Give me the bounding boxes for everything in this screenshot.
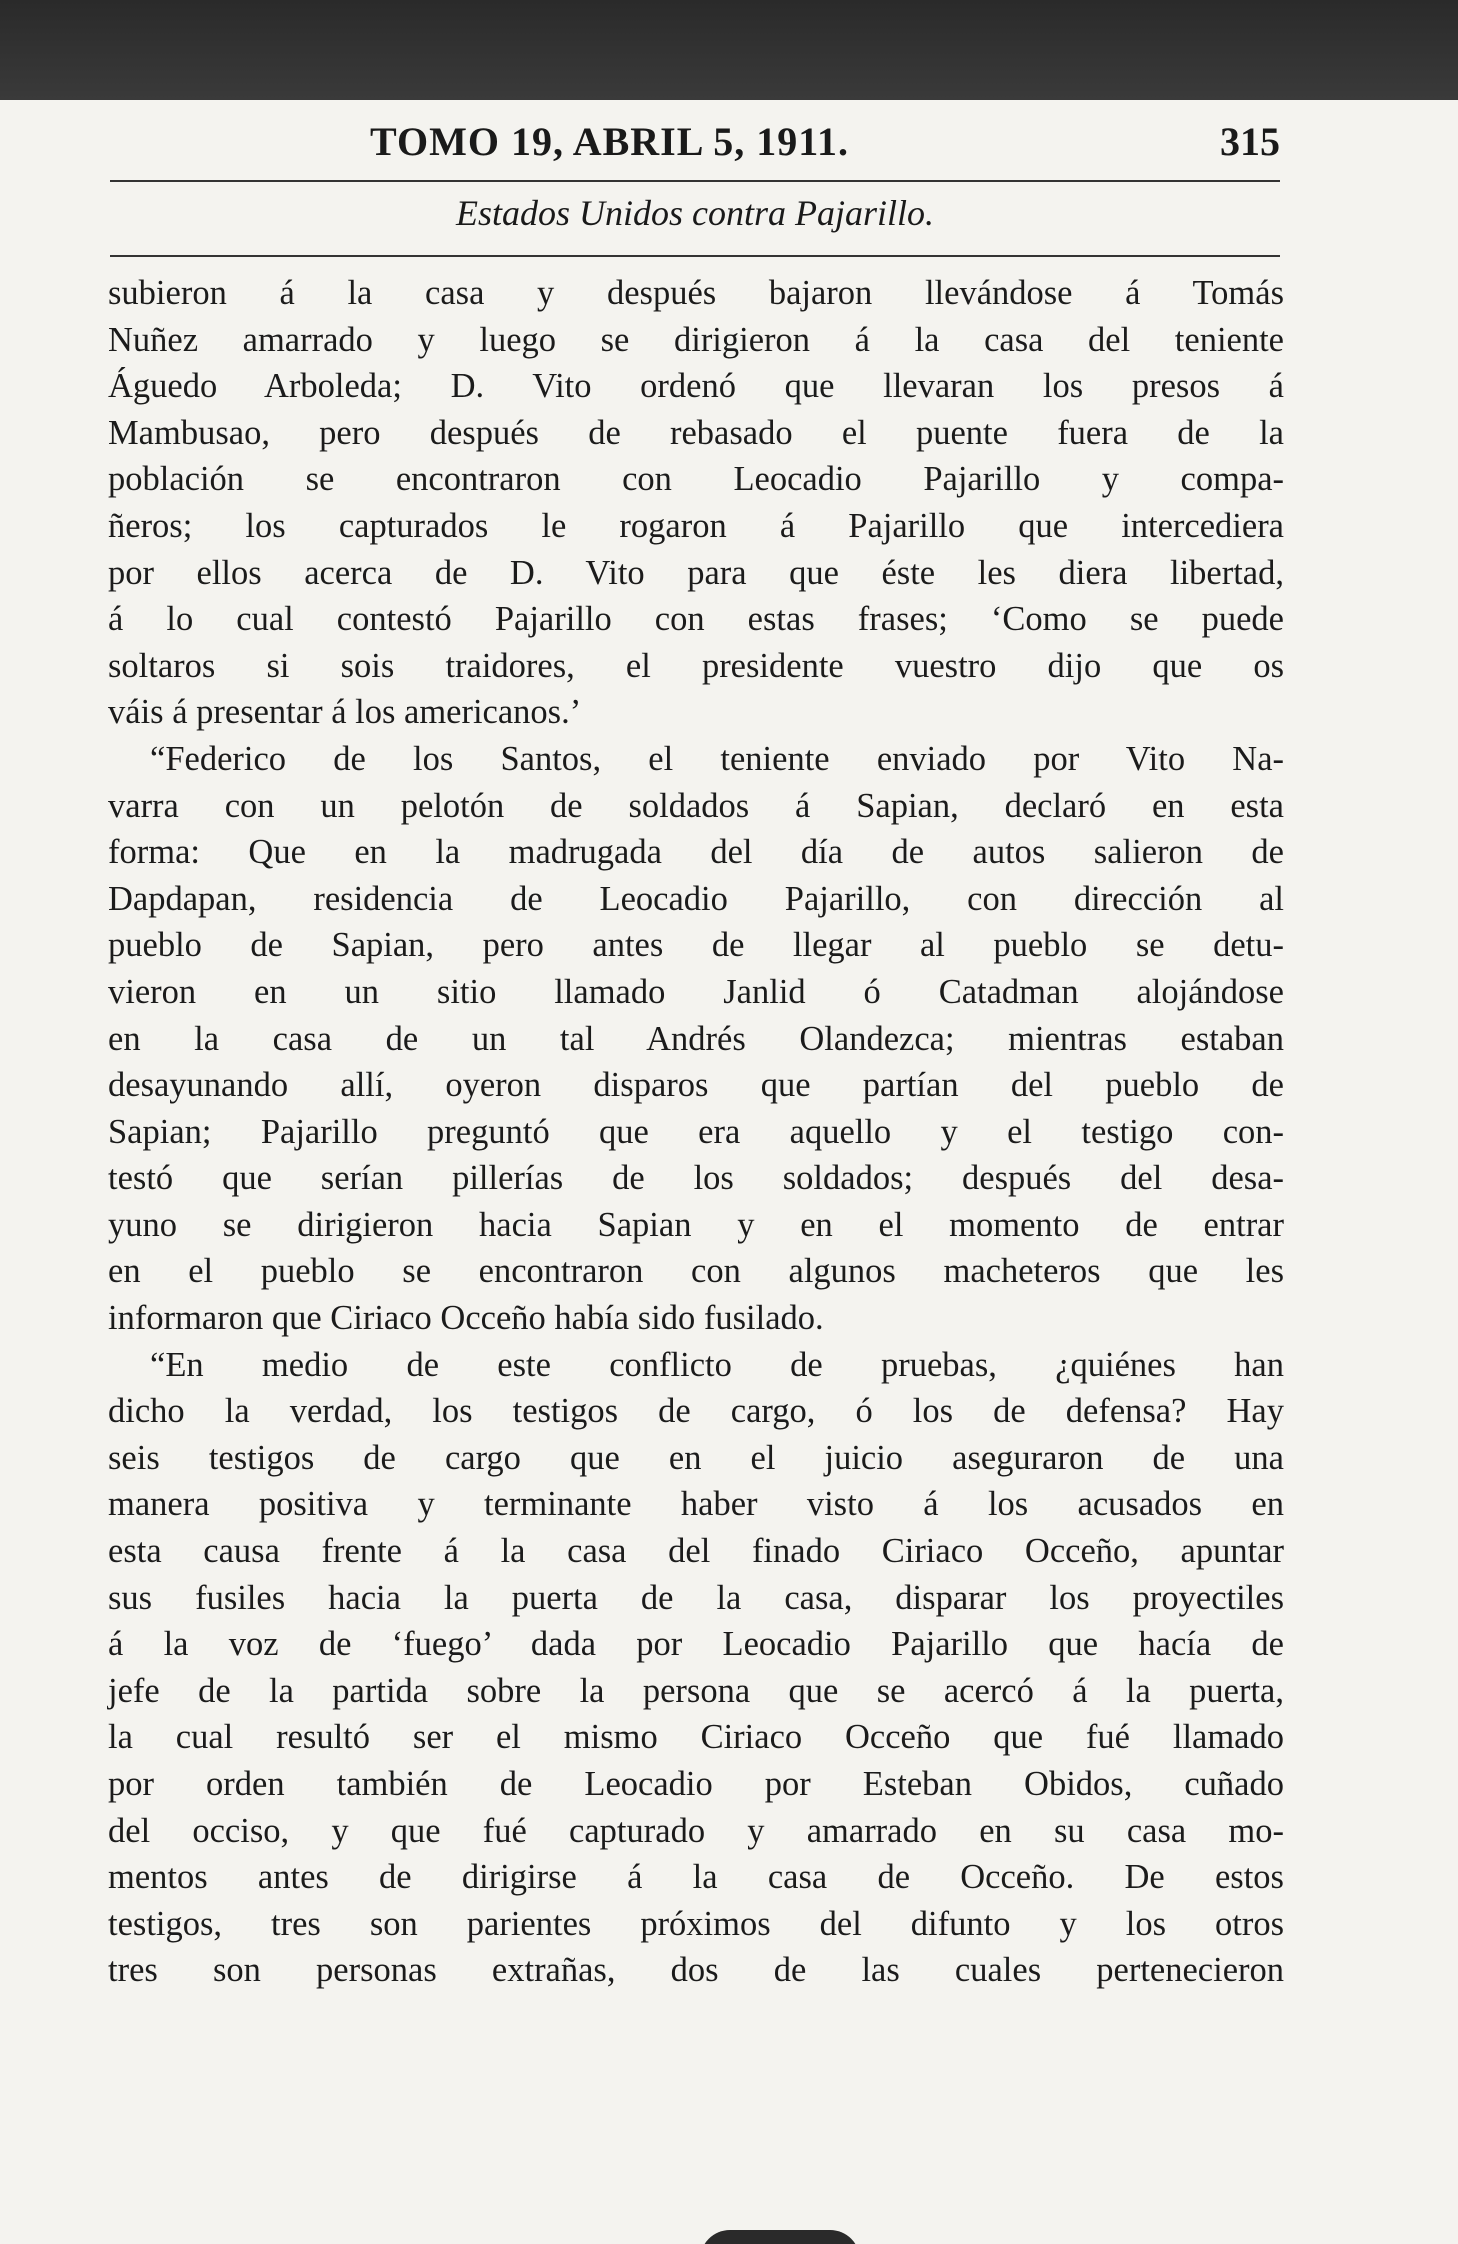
text-line: yuno se dirigieron hacia Sapian y en el momento de entrar [108,1205,1284,1244]
document-page [0,100,1458,2244]
text-line: desayunando allí, oyeron disparos que partían del pueblo de [108,1066,1284,1105]
text-line: Mambusao, pero después de rebasado el puente fuera de la [108,413,1284,452]
text-line: testigos, tres son parientes próximos del difunto y los otros [108,1904,1284,1943]
text-line: “Federico de los Santos, el teniente enviado por Vito Na- [150,739,1284,778]
text-line: ñeros; los capturados le rogaron á Pajarillo que intercediera [108,506,1284,545]
text-line: del occiso, y que fué capturado y amarrado en su casa mo- [108,1811,1284,1850]
header-rule-top [110,180,1280,182]
text-line: soltaros si sois traidores, el presidente vuestro dijo que os [108,646,1284,685]
text-line: á lo cual contestó Pajarillo con estas frases; ‘Como se puede [108,600,1284,639]
page-header [110,118,1280,178]
page-number: 315 [1220,119,1280,164]
scan-shadow [700,2230,860,2244]
text-line: seis testigos de cargo que en el juicio aseguraron de una [108,1438,1284,1477]
text-line: “En medio de este conflicto de pruebas, ¿quiénes han [150,1345,1284,1384]
text-line: mentos antes de dirigirse á la casa de Occeño. De estos [108,1858,1284,1897]
text-line: Sapian; Pajarillo preguntó que era aquello y el testigo con- [108,1112,1284,1151]
text-line: á la voz de ‘fuego’ dada por Leocadio Pajarillo que hacía de [108,1625,1284,1664]
text-line: informaron que Ciriaco Occeño había sido fusilado. [108,1299,824,1338]
running-title: TOMO 19, ABRIL 5, 1911. [370,119,850,164]
text-line: testó que serían pillerías de los soldados; después del desa- [108,1159,1284,1198]
scan-top-border [0,0,1458,100]
text-line: en el pueblo se encontraron con algunos macheteros que les [108,1252,1284,1291]
text-line: manera positiva y terminante haber visto á los acusados en [108,1485,1284,1524]
text-line: en la casa de un tal Andrés Olandezca; mientras estaban [108,1019,1284,1058]
text-line: varra con un pelotón de soldados á Sapian, declaró en esta [108,786,1284,825]
case-title: Estados Unidos contra Pajarillo. [455,193,935,233]
text-line: váis á presentar á los americanos.’ [108,693,582,732]
header-rule-bottom [110,255,1280,257]
text-line: subieron á la casa y después bajaron llevándose á Tomás [108,274,1284,312]
text-line: Dapdapan, residencia de Leocadio Pajarillo, con dirección al [108,879,1284,918]
text-line: Águedo Arboleda; D. Vito ordenó que llevaran los presos á [108,367,1284,406]
text-line: pueblo de Sapian, pero antes de llegar al pueblo se detu- [108,926,1284,965]
text-line: población se encontraron con Leocadio Pajarillo y compa- [108,460,1284,499]
body-text [108,270,1284,1994]
text-line: tres son personas extrañas, dos de las cuales pertenecieron [108,1951,1284,1990]
text-line: esta causa frente á la casa del finado Ciriaco Occeño, apuntar [108,1532,1284,1571]
text-line: la cual resultó ser el mismo Ciriaco Occeño que fué llamado [108,1718,1284,1757]
text-line: por orden también de Leocadio por Esteban Obidos, cuñado [108,1765,1284,1803]
text-line: Nuñez amarrado y luego se dirigieron á la casa del teniente [108,320,1284,359]
text-line: por ellos acerca de D. Vito para que éste les diera libertad, [108,553,1284,592]
text-line: dicho la verdad, los testigos de cargo, ó los de defensa? Hay [108,1392,1284,1431]
text-line: vieron en un sitio llamado Janlid ó Catadman alojándose [108,972,1284,1011]
text-line: forma: Que en la madrugada del día de autos salieron de [108,833,1284,872]
text-line: jefe de la partida sobre la persona que se acercó á la puerta, [108,1671,1284,1710]
text-line: sus fusiles hacia la puerta de la casa, disparar los proyectiles [108,1578,1284,1617]
